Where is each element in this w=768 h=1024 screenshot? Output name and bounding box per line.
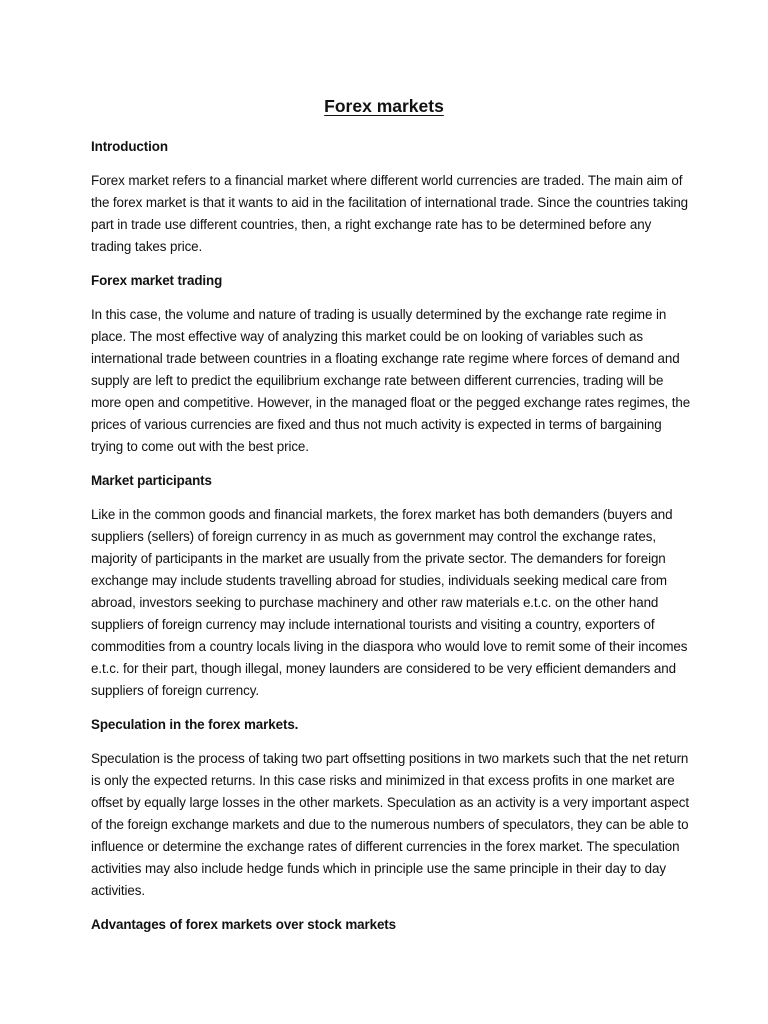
section-heading: Introduction (91, 139, 168, 154)
section-paragraph: Speculation is the process of taking two part offsetting positions in two markets such that the net return is only the expected returns. In this case risks and minimized in that excess profits in one market are offset by equally large losses in the other markets. Speculation as an activity is a very important aspect of the foreign exchange markets and due to the numerous numbers of speculators, they can be able to influence or determine the exchange rates of different currencies in the forex market. The speculation activities may also include hedge funds which in principle use the same principle in their day to day activities. (91, 751, 689, 898)
section-heading: Forex market trading (91, 273, 223, 288)
section-forex-market-trading (91, 270, 691, 470)
section-market-participants (91, 470, 691, 714)
section-paragraph: Forex market refers to a financial market where different world currencies are traded. The main aim of the forex market is that it wants to aid in the facilitation of international trade. Since the countries taking part in trade use different countries, then, a right exchange rate has to be determined before any trading takes price. (91, 173, 689, 254)
section-speculation (91, 714, 691, 914)
section-advantages (91, 914, 691, 936)
section-heading: Advantages of forex markets over stock markets (91, 917, 397, 932)
document-title: Forex markets (324, 96, 444, 116)
section-heading: Market participants (91, 473, 212, 488)
document-body (91, 136, 691, 936)
section-heading: Speculation in the forex markets. (91, 717, 299, 732)
section-paragraph: In this case, the volume and nature of trading is usually determined by the exchange rate regime in place. The most effective way of analyzing this market could be on looking of variables such as international trade between countries in a floating exchange rate regime where forces of demand and supply are left to predict the equilibrium exchange rate between different currencies, trading will be more open and competitive. However, in the managed float or the pegged exchange rates regimes, the prices of various currencies are fixed and thus not much activity is expected in terms of bargaining trying to come out with the best price. (91, 307, 691, 454)
section-paragraph: Like in the common goods and financial markets, the forex market has both demanders (buyers and suppliers (sellers) of foreign currency in as much as government may control the exchange rates, majority of participants in the market are usually from the private sector. The demanders for foreign exchange may include students travelling abroad for studies, individuals seeking medical care from abroad, investors seeking to purchase machinery and other raw materials e.t.c. on the other hand suppliers of foreign currency may include international tourists and visiting a country, exporters of commodities from a country locals living in the diaspora who would love to remit some of their incomes e.t.c. for their part, though illegal, money launders are considered to be very efficient demanders and suppliers of foreign currency. (91, 507, 688, 698)
section-introduction (91, 136, 691, 270)
